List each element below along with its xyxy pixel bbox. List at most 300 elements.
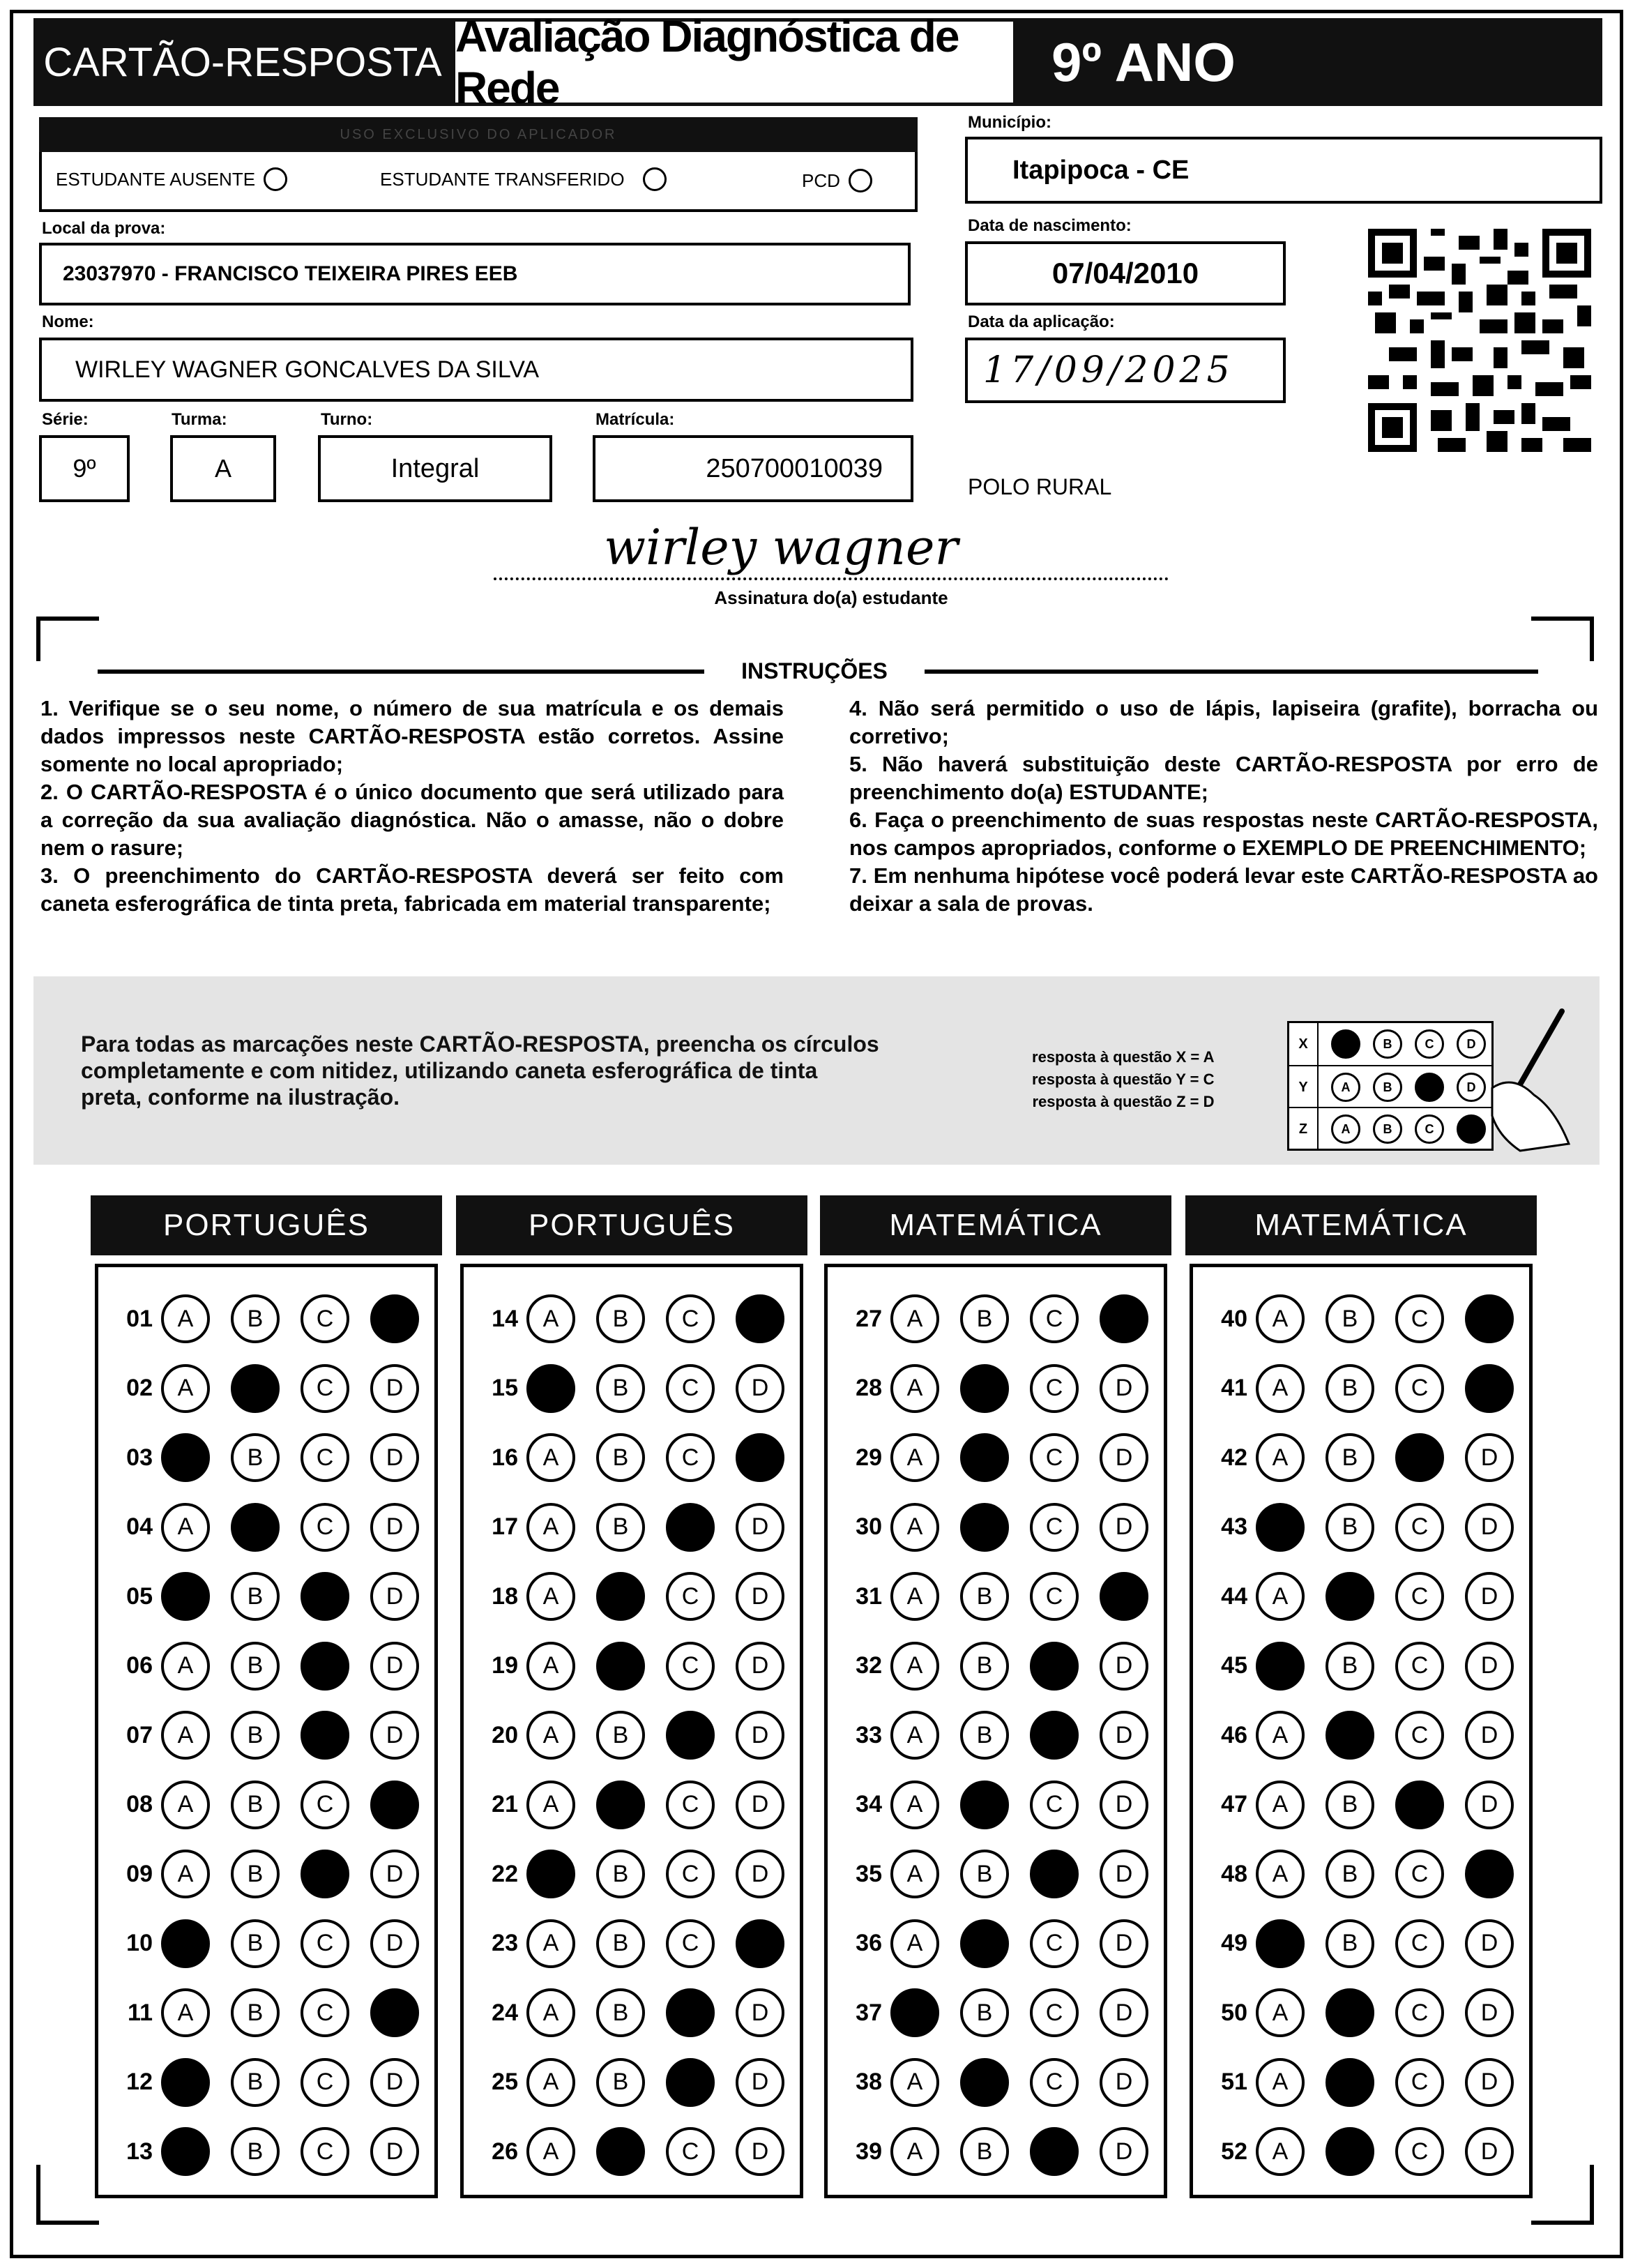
question-number: 30 <box>856 1513 882 1540</box>
question-number: 01 <box>126 1305 153 1332</box>
answer-bubble-b[interactable]: B <box>231 1642 280 1691</box>
answer-bubble-b[interactable]: B <box>960 1850 1009 1898</box>
answer-bubble-a[interactable]: A <box>890 1364 939 1413</box>
answer-column <box>460 1264 803 2198</box>
question-number: 45 <box>1221 1652 1247 1679</box>
answer-bubble-d[interactable] <box>1465 1294 1514 1343</box>
question-row <box>104 1700 419 1770</box>
signature-label: Assinatura do(a) estudante <box>714 587 948 608</box>
answer-bubble-a[interactable] <box>161 2058 210 2107</box>
answer-bubble-c[interactable] <box>666 1503 715 1552</box>
legend-z: resposta à questão Z = D <box>1032 1093 1215 1110</box>
answer-bubble-c[interactable]: C <box>1395 2058 1444 2107</box>
answer-bubble-b[interactable]: B <box>231 1919 280 1968</box>
answer-bubble-c[interactable]: C <box>1030 1572 1079 1621</box>
answer-bubble-d[interactable]: D <box>1465 1781 1514 1829</box>
answer-bubble-c[interactable] <box>301 1850 349 1898</box>
answer-bubble-d[interactable]: D <box>736 1850 784 1898</box>
answer-bubble-d[interactable]: D <box>370 1642 419 1691</box>
answer-bubble-b[interactable]: B <box>1326 1781 1374 1829</box>
example-legend <box>1032 1046 1214 1113</box>
answer-bubble-c[interactable] <box>666 1711 715 1760</box>
answer-bubble-b[interactable]: B <box>1326 1850 1374 1898</box>
subject-header: MATEMÁTICA <box>820 1195 1171 1255</box>
answer-bubble-b[interactable] <box>960 1503 1009 1552</box>
answer-bubble-d[interactable]: D <box>1465 1919 1514 1968</box>
answer-bubble-b[interactable] <box>1326 1711 1374 1760</box>
answer-bubble-d[interactable]: D <box>736 1781 784 1829</box>
answer-bubble-a[interactable]: A <box>526 1988 575 2037</box>
answer-bubble-b[interactable] <box>1326 1988 1374 2037</box>
question-row <box>1199 1284 1514 1354</box>
question-number: 10 <box>126 1930 153 1956</box>
answer-bubble-b[interactable] <box>1326 2127 1374 2176</box>
answer-bubble-c[interactable] <box>1395 1781 1444 1829</box>
answer-bubble-d[interactable]: D <box>1100 1850 1148 1898</box>
answer-bubble-b[interactable] <box>960 1364 1009 1413</box>
question-number: 31 <box>856 1582 882 1610</box>
answer-bubble-c[interactable]: C <box>666 1781 715 1829</box>
answer-bubble-d[interactable]: D <box>1100 1433 1148 1482</box>
answer-bubble-a[interactable] <box>890 1988 939 2037</box>
answer-bubble-a[interactable]: A <box>1256 2127 1305 2176</box>
question-number: 09 <box>126 1860 153 1887</box>
answer-bubble-c[interactable]: C <box>301 2127 349 2176</box>
example-bubble-b: B <box>1373 1073 1402 1102</box>
answer-bubble-c[interactable]: C <box>301 1433 349 1482</box>
answer-bubble-d[interactable] <box>736 1433 784 1482</box>
answer-bubble-d[interactable]: D <box>370 1503 419 1552</box>
answer-bubble-d[interactable]: D <box>736 1503 784 1552</box>
answer-bubble-a[interactable]: A <box>161 1781 210 1829</box>
question-row <box>833 1492 1148 1562</box>
answer-bubble-c[interactable] <box>301 1711 349 1760</box>
answer-bubble-a[interactable]: A <box>526 1433 575 1482</box>
answer-bubble-b[interactable]: B <box>596 2058 645 2107</box>
question-number: 38 <box>856 2069 882 2095</box>
answer-bubble-c[interactable]: C <box>1030 1294 1079 1343</box>
question-row <box>833 1770 1148 1840</box>
transferred-bubble[interactable] <box>643 167 667 191</box>
question-row <box>1199 1839 1514 1909</box>
answer-bubble-c[interactable]: C <box>1030 1433 1079 1482</box>
question-row <box>104 1492 419 1562</box>
answer-bubble-b[interactable]: B <box>231 1433 280 1482</box>
answer-bubble-a[interactable] <box>1256 1919 1305 1968</box>
answer-bubble-a[interactable]: A <box>890 1433 939 1482</box>
answer-bubble-a[interactable] <box>161 1919 210 1968</box>
answer-bubble-b[interactable]: B <box>960 1711 1009 1760</box>
answer-bubble-c[interactable]: C <box>666 2127 715 2176</box>
answer-bubble-b[interactable]: B <box>596 1850 645 1898</box>
answer-bubble-d[interactable]: D <box>736 2058 784 2107</box>
example-row-label: Y <box>1289 1066 1319 1108</box>
answer-bubble-b[interactable] <box>960 1433 1009 1482</box>
answer-bubble-d[interactable]: D <box>1100 1364 1148 1413</box>
answer-bubble-a[interactable] <box>526 1850 575 1898</box>
answer-bubble-c[interactable]: C <box>1030 1503 1079 1552</box>
question-number: 50 <box>1221 1999 1247 2026</box>
answer-bubble-a[interactable]: A <box>1256 1572 1305 1621</box>
answer-bubble-a[interactable]: A <box>1256 1711 1305 1760</box>
answer-bubble-b[interactable]: B <box>960 1988 1009 2037</box>
answer-bubble-d[interactable]: D <box>1465 1572 1514 1621</box>
answer-column <box>824 1264 1167 2198</box>
answer-bubble-c[interactable] <box>1030 1642 1079 1691</box>
question-number: 32 <box>856 1652 882 1679</box>
answer-bubble-a[interactable]: A <box>890 1503 939 1552</box>
question-row <box>833 1700 1148 1770</box>
absent-label: ESTUDANTE AUSENTE <box>56 168 256 190</box>
answer-bubble-a[interactable]: A <box>526 1711 575 1760</box>
answer-bubble-c[interactable]: C <box>301 1503 349 1552</box>
answer-bubble-c[interactable]: C <box>1395 2127 1444 2176</box>
answer-bubble-b[interactable]: B <box>960 1572 1009 1621</box>
answer-bubble-d[interactable]: D <box>1100 1711 1148 1760</box>
question-row <box>104 1562 419 1631</box>
answer-bubble-d[interactable] <box>370 1294 419 1343</box>
aplicacao-field: 17/09/2025 <box>965 338 1286 403</box>
answer-bubble-c[interactable]: C <box>666 1642 715 1691</box>
instruction-2: 2. O CARTÃO-RESPOSTA é o único documento que será utilizado para a correção da sua avaliação diagnóstica. Não o amasse, não o dobre nem o rasure; <box>40 780 784 860</box>
answer-bubble-b[interactable] <box>231 1364 280 1413</box>
question-number: 04 <box>126 1513 153 1540</box>
answer-bubble-c[interactable]: C <box>1395 1711 1444 1760</box>
answer-bubble-d[interactable]: D <box>370 1433 419 1482</box>
answer-bubble-d[interactable] <box>736 1294 784 1343</box>
question-number: 48 <box>1221 1860 1247 1887</box>
answer-bubble-c[interactable]: C <box>666 1364 715 1413</box>
answer-bubble-b[interactable]: B <box>596 1364 645 1413</box>
question-number: 06 <box>126 1652 153 1679</box>
answer-bubble-d[interactable]: D <box>1465 2127 1514 2176</box>
grade-title: 9º ANO <box>1017 18 1602 106</box>
answer-bubble-c[interactable]: C <box>1030 1919 1079 1968</box>
answer-bubble-a[interactable]: A <box>1256 1850 1305 1898</box>
answer-bubble-b[interactable]: B <box>231 1988 280 2037</box>
answer-bubble-b[interactable] <box>596 1642 645 1691</box>
answer-bubble-b[interactable]: B <box>231 1572 280 1621</box>
answer-bubble-d[interactable]: D <box>370 1711 419 1760</box>
question-row <box>833 1839 1148 1909</box>
answer-bubble-d[interactable]: D <box>1465 1503 1514 1552</box>
answer-bubble-d[interactable]: D <box>736 1364 784 1413</box>
answer-bubble-d[interactable] <box>370 1988 419 2037</box>
answer-bubble-c[interactable]: C <box>1395 1364 1444 1413</box>
answer-bubble-d[interactable]: D <box>370 1364 419 1413</box>
answer-bubble-d[interactable]: D <box>1465 1433 1514 1482</box>
example-bubble-b: B <box>1373 1029 1402 1059</box>
question-number: 17 <box>492 1513 518 1540</box>
answer-bubble-b[interactable] <box>231 1503 280 1552</box>
answer-bubble-a[interactable] <box>526 1364 575 1413</box>
answer-bubble-a[interactable]: A <box>890 1919 939 1968</box>
answer-bubble-a[interactable]: A <box>161 1711 210 1760</box>
answer-bubble-d[interactable]: D <box>370 2127 419 2176</box>
answer-bubble-a[interactable] <box>161 1572 210 1621</box>
answer-bubble-a[interactable]: A <box>1256 1781 1305 1829</box>
answer-bubble-b[interactable] <box>596 1572 645 1621</box>
answer-bubble-c[interactable] <box>666 2058 715 2107</box>
answer-bubble-a[interactable]: A <box>161 1850 210 1898</box>
answer-bubble-a[interactable] <box>1256 1503 1305 1552</box>
question-number: 39 <box>856 2138 882 2165</box>
answer-bubble-c[interactable]: C <box>666 1850 715 1898</box>
answer-bubble-b[interactable] <box>1326 1572 1374 1621</box>
answer-bubble-b[interactable] <box>596 2127 645 2176</box>
absent-option[interactable] <box>56 167 287 191</box>
answer-bubble-d[interactable]: D <box>736 2127 784 2176</box>
answer-bubble-b[interactable]: B <box>960 2127 1009 2176</box>
answer-bubble-a[interactable]: A <box>890 1294 939 1343</box>
question-number: 08 <box>126 1791 153 1817</box>
answer-bubble-c[interactable]: C <box>666 1919 715 1968</box>
answer-bubble-c[interactable] <box>1395 1433 1444 1482</box>
question-row <box>469 1423 784 1492</box>
answer-bubble-a[interactable]: A <box>526 1572 575 1621</box>
answer-bubble-a[interactable]: A <box>1256 1294 1305 1343</box>
question-row <box>104 1284 419 1354</box>
answer-bubble-c[interactable]: C <box>301 1294 349 1343</box>
answer-bubble-c[interactable]: C <box>1395 1850 1444 1898</box>
question-number: 16 <box>492 1444 518 1471</box>
answer-bubble-a[interactable]: A <box>890 2127 939 2176</box>
answer-bubble-a[interactable]: A <box>161 1642 210 1691</box>
turno-field: Integral <box>318 435 552 502</box>
answer-bubble-b[interactable]: B <box>1326 1294 1374 1343</box>
answer-bubble-d[interactable] <box>1465 1364 1514 1413</box>
question-row <box>833 1978 1148 2048</box>
local-field: 23037970 - FRANCISCO TEIXEIRA PIRES EEB <box>39 243 911 305</box>
answer-bubble-a[interactable]: A <box>526 1642 575 1691</box>
example-bubble-c: C <box>1415 1029 1444 1059</box>
answer-bubble-a[interactable]: A <box>890 2058 939 2107</box>
answer-bubble-b[interactable]: B <box>960 1294 1009 1343</box>
answer-bubble-d[interactable]: D <box>736 1642 784 1691</box>
question-number: 43 <box>1221 1513 1247 1540</box>
answer-bubble-a[interactable]: A <box>526 2058 575 2107</box>
answer-bubble-d[interactable]: D <box>1465 1642 1514 1691</box>
answer-bubble-a[interactable]: A <box>890 1642 939 1691</box>
question-number: 19 <box>492 1652 518 1679</box>
instructions-right <box>849 695 1598 918</box>
answer-bubble-d[interactable] <box>370 1781 419 1829</box>
answer-bubble-c[interactable]: C <box>301 1988 349 2037</box>
answer-bubble-c[interactable]: C <box>1030 2058 1079 2107</box>
question-row <box>104 1354 419 1423</box>
answer-bubble-d[interactable]: D <box>1100 1988 1148 2037</box>
answer-bubble-c[interactable]: C <box>1030 1364 1079 1413</box>
answer-bubble-d[interactable] <box>736 1919 784 1968</box>
example-bubble-a: A <box>1331 1073 1360 1102</box>
answer-bubble-b[interactable] <box>960 2058 1009 2107</box>
answer-bubble-b[interactable]: B <box>231 1294 280 1343</box>
question-number: 12 <box>126 2069 153 2095</box>
example-bubble-c: C <box>1415 1114 1444 1144</box>
answer-bubble-c[interactable]: C <box>1395 1294 1444 1343</box>
answer-bubble-c[interactable] <box>301 1572 349 1621</box>
answer-bubble-b[interactable]: B <box>596 1919 645 1968</box>
answer-bubble-c[interactable]: C <box>301 1364 349 1413</box>
answer-bubble-d[interactable]: D <box>1465 1711 1514 1760</box>
answer-bubble-c[interactable] <box>666 1988 715 2037</box>
answer-bubble-a[interactable]: A <box>890 1850 939 1898</box>
answer-bubble-c[interactable]: C <box>301 1781 349 1829</box>
example-row <box>1289 1023 1491 1065</box>
question-row <box>1199 1631 1514 1701</box>
answer-bubble-c[interactable]: C <box>301 2058 349 2107</box>
answer-bubble-b[interactable]: B <box>1326 1503 1374 1552</box>
answer-bubble-d[interactable] <box>1100 1294 1148 1343</box>
answer-bubble-a[interactable] <box>161 1433 210 1482</box>
pcd-bubble[interactable] <box>849 169 872 192</box>
question-number: 25 <box>492 2069 518 2095</box>
legend-x: resposta à questão X = A <box>1032 1048 1215 1066</box>
answer-bubble-d[interactable]: D <box>1100 2058 1148 2107</box>
answer-bubble-a[interactable]: A <box>1256 1364 1305 1413</box>
answer-bubble-c[interactable]: C <box>1030 1988 1079 2037</box>
answer-bubble-a[interactable]: A <box>161 1503 210 1552</box>
answer-bubble-c[interactable]: C <box>1030 1781 1079 1829</box>
answer-bubble-d[interactable]: D <box>1465 1988 1514 2037</box>
answer-bubble-c[interactable] <box>1030 1711 1079 1760</box>
answer-bubble-d[interactable]: D <box>370 1850 419 1898</box>
question-number: 36 <box>856 1930 882 1956</box>
answer-bubble-c[interactable] <box>301 1642 349 1691</box>
polo-label: POLO RURAL <box>968 474 1112 499</box>
answer-bubble-b[interactable]: B <box>1326 1642 1374 1691</box>
question-number: 41 <box>1221 1375 1247 1401</box>
example-bubble-d: D <box>1457 1029 1486 1059</box>
subject-header: MATEMÁTICA <box>1185 1195 1537 1255</box>
answer-bubble-d[interactable]: D <box>1100 2127 1148 2176</box>
answer-bubble-a[interactable]: A <box>1256 2058 1305 2107</box>
question-number: 47 <box>1221 1791 1247 1817</box>
answer-bubble-b[interactable]: B <box>596 1294 645 1343</box>
answer-bubble-d[interactable]: D <box>1465 2058 1514 2107</box>
answer-bubble-c[interactable]: C <box>1395 1919 1444 1968</box>
answer-bubble-b[interactable]: B <box>960 1642 1009 1691</box>
answer-bubble-a[interactable]: A <box>1256 1433 1305 1482</box>
answer-bubble-d[interactable]: D <box>736 1711 784 1760</box>
question-number: 29 <box>856 1444 882 1471</box>
answer-bubble-d[interactable]: D <box>736 1988 784 2037</box>
answer-bubble-a[interactable]: A <box>161 1364 210 1413</box>
question-number: 22 <box>492 1860 518 1887</box>
answer-bubble-c[interactable]: C <box>1395 1503 1444 1552</box>
answer-bubble-b[interactable]: B <box>231 2127 280 2176</box>
question-number: 14 <box>492 1305 518 1332</box>
nascimento-field: 07/04/2010 <box>965 241 1286 305</box>
answer-bubble-b[interactable]: B <box>231 1850 280 1898</box>
question-row <box>1199 1423 1514 1492</box>
answer-bubble-a[interactable] <box>1256 1642 1305 1691</box>
example-row <box>1289 1107 1491 1150</box>
instr-rule-right <box>925 670 1538 674</box>
question-row <box>104 1909 419 1979</box>
answer-bubble-c[interactable]: C <box>666 1433 715 1482</box>
question-row <box>833 2048 1148 2117</box>
transferred-option[interactable] <box>380 167 667 191</box>
question-row <box>469 1770 784 1840</box>
answer-bubble-d[interactable] <box>1465 1850 1514 1898</box>
answer-bubble-b[interactable]: B <box>596 1433 645 1482</box>
answer-bubble-c[interactable] <box>1030 1850 1079 1898</box>
answer-bubble-a[interactable]: A <box>890 1572 939 1621</box>
answer-bubble-a[interactable]: A <box>890 1711 939 1760</box>
example-row-label: Z <box>1289 1108 1319 1150</box>
pcd-option[interactable] <box>802 169 872 192</box>
answer-bubble-a[interactable]: A <box>161 1988 210 2037</box>
answer-bubble-c[interactable]: C <box>301 1919 349 1968</box>
local-label: Local da prova: <box>42 219 166 238</box>
answer-bubble-d[interactable]: D <box>1100 1503 1148 1552</box>
question-row <box>469 1839 784 1909</box>
answer-bubble-d[interactable]: D <box>370 2058 419 2107</box>
answer-bubble-b[interactable]: B <box>596 1711 645 1760</box>
question-number: 27 <box>856 1305 882 1332</box>
answer-bubble-b[interactable]: B <box>596 1988 645 2037</box>
answer-bubble-b[interactable]: B <box>596 1503 645 1552</box>
example-grid <box>1287 1021 1494 1151</box>
turma-label: Turma: <box>172 410 227 429</box>
answer-bubble-d[interactable]: D <box>1100 1642 1148 1691</box>
answer-bubble-b[interactable]: B <box>1326 1919 1374 1968</box>
legend-y: resposta à questão Y = C <box>1032 1071 1215 1088</box>
answer-bubble-a[interactable]: A <box>526 2127 575 2176</box>
answer-bubble-b[interactable] <box>960 1919 1009 1968</box>
answer-bubble-d[interactable]: D <box>370 1919 419 1968</box>
exam-title: Avaliação Diagnóstica de Rede <box>452 18 1017 106</box>
answer-bubble-a[interactable]: A <box>1256 1988 1305 2037</box>
answer-bubble-c[interactable]: C <box>1395 1988 1444 2037</box>
answer-bubble-d[interactable] <box>1100 1572 1148 1621</box>
answer-bubble-a[interactable]: A <box>526 1503 575 1552</box>
question-row <box>469 1492 784 1562</box>
answer-bubble-b[interactable] <box>596 1781 645 1829</box>
answer-bubble-b[interactable]: B <box>231 1781 280 1829</box>
answer-bubble-c[interactable]: C <box>666 1294 715 1343</box>
answer-bubble-b[interactable]: B <box>231 2058 280 2107</box>
answer-bubble-b[interactable]: B <box>231 1711 280 1760</box>
answer-bubble-a[interactable]: A <box>526 1781 575 1829</box>
answer-bubble-a[interactable]: A <box>890 1781 939 1829</box>
answer-bubble-a[interactable]: A <box>161 1294 210 1343</box>
absent-bubble[interactable] <box>264 167 287 191</box>
answer-column <box>1190 1264 1533 2198</box>
question-row <box>1199 1700 1514 1770</box>
question-number: 07 <box>126 1721 153 1748</box>
answer-bubble-c[interactable]: C <box>666 1572 715 1621</box>
answer-bubble-c[interactable]: C <box>1395 1572 1444 1621</box>
answer-bubble-a[interactable]: A <box>526 1294 575 1343</box>
answer-bubble-c[interactable]: C <box>1395 1642 1444 1691</box>
answer-bubble-c[interactable] <box>1030 2127 1079 2176</box>
answer-bubble-b[interactable]: B <box>1326 1364 1374 1413</box>
answer-bubble-b[interactable] <box>1326 2058 1374 2107</box>
answer-bubble-a[interactable] <box>161 2127 210 2176</box>
answer-bubble-d[interactable]: D <box>1100 1781 1148 1829</box>
answer-bubble-b[interactable]: B <box>1326 1433 1374 1482</box>
question-row <box>104 1631 419 1701</box>
answer-bubble-a[interactable]: A <box>526 1919 575 1968</box>
answer-bubble-d[interactable]: D <box>370 1572 419 1621</box>
answer-bubble-b[interactable] <box>960 1781 1009 1829</box>
corner-top-left <box>36 617 99 661</box>
answer-bubble-d[interactable]: D <box>1100 1919 1148 1968</box>
answer-bubble-d[interactable]: D <box>736 1572 784 1621</box>
example-row-label: X <box>1289 1023 1319 1065</box>
